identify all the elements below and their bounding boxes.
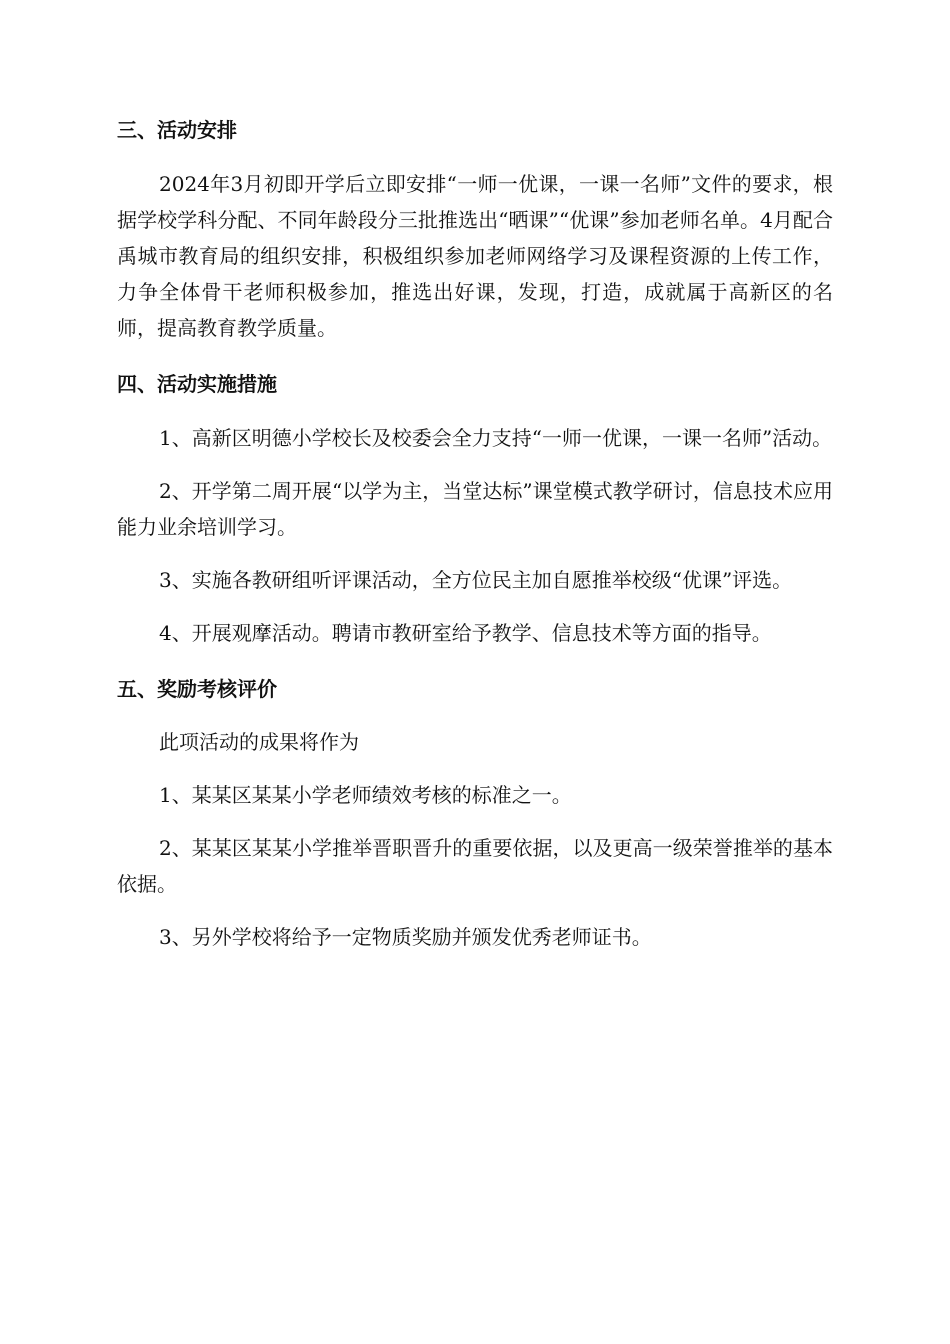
list-item-reward-1: 1、某某区某某小学老师绩效考核的标准之一。 (159, 783, 572, 807)
list-item-measure-4: 4、开展观摩活动。聘请市教研室给予教学、信息技术等方面的指导。 (159, 621, 772, 645)
section-heading-activity-arrangement: 三、活动安排 (117, 118, 237, 142)
paragraph-activity-arrangement: 2024年3月初即开学后立即安排“一师一优课，一课一名师”文件的要求，根据学校学科分配、不同年龄段分三批推选出“晒课”“优课”参加老师名单。4月配合禹城市教育局的组织安排，积极组织参加老师网络学习及课程资源的上传工作，力争全体骨干老师积极参加，推选出好课，发现，打造，成就属于高新区的名师，提高教育教学质量。 (117, 172, 833, 340)
list-item-measure-2: 2、开学第二周开展“以学为主，当堂达标”课堂模式教学研讨，信息技术应用能力业余培训学习。 (117, 479, 833, 539)
list-item-measure-1: 1、高新区明德小学校长及校委会全力支持“一师一优课，一课一名师”活动。 (159, 426, 833, 450)
paragraph-rewards-intro: 此项活动的成果将作为 (159, 730, 359, 754)
document-page (117, 112, 833, 955)
section-heading-implementation-measures: 四、活动实施措施 (117, 372, 277, 396)
list-item-reward-3: 3、另外学校将给予一定物质奖励并颁发优秀老师证书。 (159, 925, 652, 949)
section-heading-rewards-evaluation: 五、奖励考核评价 (117, 677, 277, 701)
list-item-measure-3: 3、实施各教研组听评课活动，全方位民主加自愿推举校级“优课”评选。 (159, 568, 793, 592)
list-item-reward-2: 2、某某区某某小学推举晋职晋升的重要依据，以及更高一级荣誉推举的基本依据。 (117, 836, 833, 896)
